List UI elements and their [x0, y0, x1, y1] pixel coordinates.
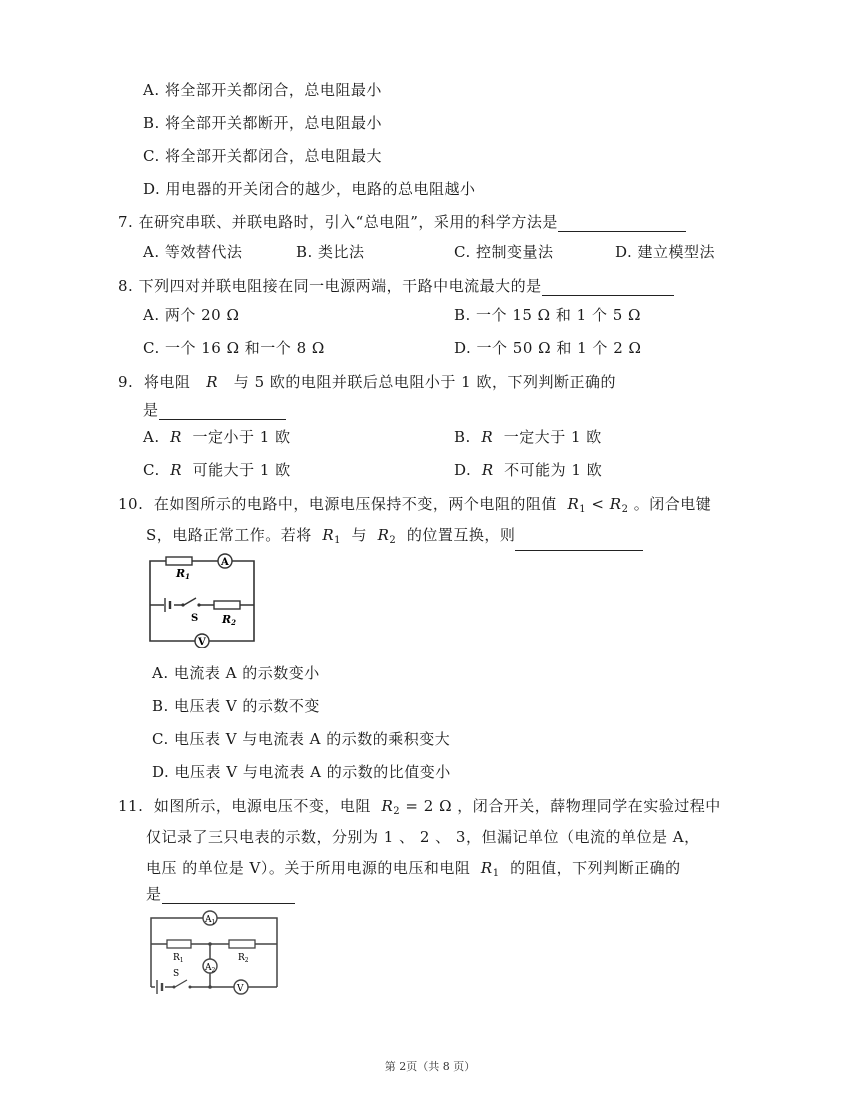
q11-stem-line2: 仅记录了三只电表的示数，分别为 1 、 2 、 3，但漏记单位（电流的单位是 A， — [146, 828, 700, 846]
resistor-symbol: R — [481, 461, 494, 479]
r1-label: R1 — [176, 567, 191, 581]
q11-stem-part: 如图所示，电源电压不变，电阻 — [153, 797, 371, 815]
q9-option-b — [454, 427, 602, 447]
subscript: 2 — [393, 806, 401, 817]
subscript: 2 — [389, 535, 397, 546]
option-label: C. — [143, 461, 160, 479]
q6-option-b: B. 将全部开关都断开，总电阻最小 — [143, 114, 383, 132]
option-text: 一定小于 1 欧 — [192, 428, 291, 446]
resistor-symbol: R — [206, 373, 218, 391]
q8-option-b: B. 一个 15 Ω 和 1 个 5 Ω — [454, 306, 641, 324]
q11-stem-line3 — [146, 858, 681, 884]
q11-stem-line4 — [146, 884, 295, 904]
resistor-symbol: R — [377, 526, 390, 544]
q7-option-c: C. 控制变量法 — [454, 243, 554, 261]
question-number: 9. — [118, 373, 134, 391]
r1-resistor — [167, 940, 191, 948]
q9-option-c — [143, 460, 291, 480]
question-number: 10. — [118, 495, 144, 513]
ammeter-a2-label: $A_2$ — [205, 963, 216, 974]
switch-label: S — [191, 613, 199, 624]
q7-option-b: B. 类比法 — [296, 243, 365, 261]
option-text: 可能大于 1 欧 — [192, 461, 291, 479]
r2-resistor — [214, 601, 240, 609]
q11-stem-part: ，闭合开关，薛物理同学在实验过程中 — [457, 797, 721, 815]
voltmeter-label: V — [237, 984, 244, 994]
option-text: 一定大于 1 欧 — [503, 428, 602, 446]
voltmeter-label: V — [198, 637, 206, 648]
q10-option-a: A. 电流表 A 的示数变小 — [152, 664, 320, 682]
q8-option-d: D. 一个 50 Ω 和 1 个 2 Ω — [454, 339, 642, 357]
option-text: 不可能为 1 欧 — [504, 461, 603, 479]
q10-stem-part: 的位置互换，则 — [406, 526, 516, 544]
resistor-symbol: R — [381, 797, 394, 815]
ammeter-a1-label: $A_1$ — [205, 915, 216, 926]
resistor-symbol: R — [609, 495, 622, 513]
answer-blank — [515, 534, 643, 551]
q10-option-d: D. 电压表 V 与电流表 A 的示数的比值变小 — [152, 763, 451, 781]
q6-option-a: A. 将全部开关都闭合，总电阻最小 — [143, 81, 382, 99]
ammeter-label: A — [221, 557, 229, 568]
q10-option-c: C. 电压表 V 与电流表 A 的示数的乘积变大 — [152, 730, 451, 748]
q10-option-b: B. 电压表 V 的示数不变 — [152, 697, 320, 715]
q7-stem — [118, 212, 686, 232]
q9-stem-part: 是 — [143, 401, 159, 419]
r2-label: R2 — [222, 613, 237, 627]
subscript: 1 — [579, 504, 587, 515]
q10-stem-part: S，电路正常工作。若将 — [146, 526, 312, 544]
q9-stem-part: 将电阻 — [143, 373, 191, 391]
q8-option-c: C. 一个 16 Ω 和一个 8 Ω — [143, 339, 325, 357]
q6-option-d: D. 用电器的开关闭合的越少，电路的总电阻越小 — [143, 180, 476, 198]
subscript: 2 — [621, 504, 629, 515]
q10-circuit-diagram — [144, 551, 262, 648]
q7-stem-text: 7. 在研究串联、并联电路时，引入“总电阻”，采用的科学方法是 — [118, 213, 558, 231]
q10-stem-part: 在如图所示的电路中，电源电压保持不变，两个电阻的阻值 — [153, 495, 557, 513]
subscript: 1 — [334, 535, 341, 546]
switch-label: S — [173, 969, 180, 979]
q11-stem-part: 电压 的单位是 V）。关于所用电源的电压和电阻 — [146, 859, 471, 877]
r1-label: $R_1$ — [173, 953, 184, 964]
subscript: 1 — [492, 868, 500, 879]
q11-stem-line1 — [118, 796, 721, 822]
q11-circuit-diagram — [143, 909, 283, 1002]
r1-resistor — [166, 557, 192, 565]
q9-stem-line1 — [118, 372, 616, 392]
q7-option-d: D. 建立模型法 — [615, 243, 716, 261]
resistor-symbol: R — [567, 495, 580, 513]
resistor-symbol: R — [170, 461, 183, 479]
r2-resistor — [229, 940, 255, 948]
q9-option-d — [454, 460, 602, 480]
q11-stem-part: 的阻值，下列判断正确的 — [510, 859, 681, 877]
resistor-symbol: R — [322, 526, 335, 544]
q6-option-c: C. 将全部开关都闭合，总电阻最大 — [143, 147, 382, 165]
q8-stem — [118, 276, 674, 296]
resistor-symbol: R — [480, 859, 493, 877]
q11-stem-part: 是 — [146, 885, 162, 903]
option-label: D. — [454, 461, 472, 479]
q7-option-a: A. 等效替代法 — [143, 243, 243, 261]
q9-option-a — [143, 427, 291, 447]
resistor-symbol: R — [170, 428, 182, 446]
q8-stem-text: 8. 下列四对并联电阻接在同一电源两端，干路中电流最大的是 — [118, 277, 542, 295]
q8-option-a: A. 两个 20 Ω — [143, 306, 240, 324]
q10-stem-part: 。闭合电键 — [633, 495, 712, 513]
resistor-symbol: R — [481, 428, 494, 446]
question-number: 11. — [118, 797, 144, 815]
r2-label: $R_2$ — [238, 953, 249, 964]
option-label: B. — [454, 428, 471, 446]
q10-stem-line1 — [118, 494, 711, 520]
answer-blank — [542, 279, 674, 296]
answer-blank — [159, 403, 286, 420]
q10-stem-line2 — [146, 525, 643, 551]
answer-blank — [162, 887, 295, 904]
answer-blank — [558, 215, 686, 232]
less-than-sign: < — [591, 495, 605, 513]
resistance-value: = 2 Ω — [405, 797, 453, 815]
q9-stem-line2 — [143, 400, 286, 420]
option-label: A. — [143, 428, 160, 446]
page-footer: 第 2页（共 8 页） — [384, 1060, 476, 1073]
q10-stem-part: 与 — [351, 526, 368, 544]
q9-stem-part: 与 5 欧的电阻并联后总电阻小于 1 欧，下列判断正确的 — [233, 373, 616, 391]
